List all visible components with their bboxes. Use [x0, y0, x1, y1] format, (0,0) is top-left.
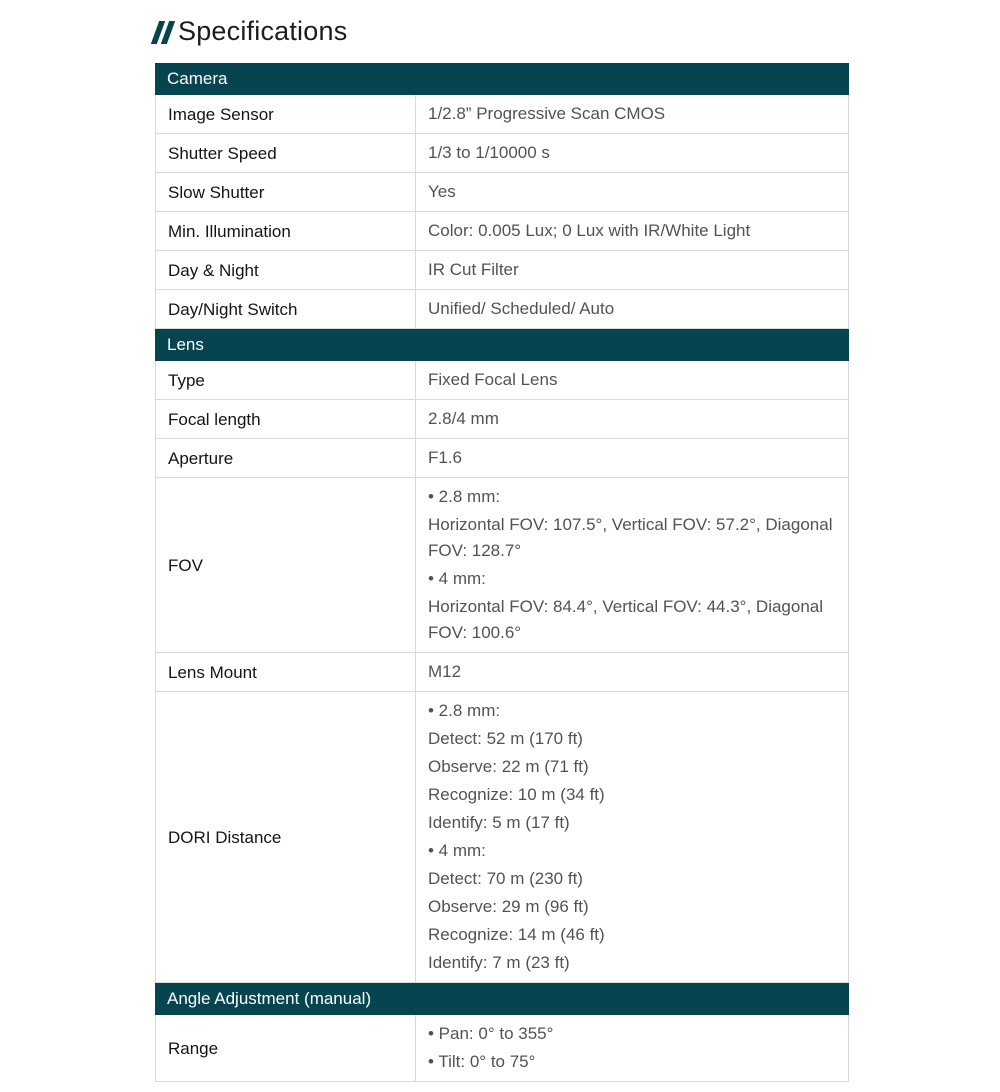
spec-value-line: Identify: 7 m (23 ft) [428, 953, 570, 972]
spec-row-slow-shutter [156, 173, 848, 212]
spec-value-line: Recognize: 14 m (46 ft) [428, 925, 605, 944]
spec-label: Lens Mount [156, 653, 416, 691]
spec-label: Image Sensor [156, 95, 416, 133]
spec-value [416, 439, 848, 477]
spec-value [416, 251, 848, 289]
spec-value-line: • 4 mm: [428, 569, 486, 588]
spec-value [416, 361, 848, 399]
spec-value-line: Horizontal FOV: 107.5°, Vertical FOV: 57.2°, Diagonal FOV: 128.7° [428, 515, 833, 560]
spec-table [155, 63, 849, 1082]
spec-label: Shutter Speed [156, 134, 416, 172]
spec-label: Range [156, 1015, 416, 1081]
spec-value-line: Unified/ Scheduled/ Auto [428, 299, 615, 318]
spec-value-line: 1/2.8” Progressive Scan CMOS [428, 104, 666, 123]
spec-value-line: Detect: 52 m (170 ft) [428, 729, 583, 748]
spec-row-day-night [156, 251, 848, 290]
spec-value-line: Color: 0.005 Lux; 0 Lux with IR/White Light [428, 221, 751, 240]
spec-value-line: Recognize: 10 m (34 ft) [428, 785, 605, 804]
spec-value-line: Observe: 22 m (71 ft) [428, 757, 589, 776]
spec-label: Aperture [156, 439, 416, 477]
spec-value-line: Identify: 5 m (17 ft) [428, 813, 570, 832]
spec-value [416, 1015, 848, 1081]
spec-value-line: Yes [428, 182, 456, 201]
spec-row-fov [156, 478, 848, 653]
section-header-lens: Lens [155, 329, 849, 361]
spec-value [416, 400, 848, 438]
spec-row-range [156, 1015, 848, 1081]
spec-value [416, 290, 848, 328]
spec-value-line: 2.8/4 mm [428, 409, 499, 428]
page-title: Specifications [178, 15, 348, 46]
spec-label: Type [156, 361, 416, 399]
spec-label: Day/Night Switch [156, 290, 416, 328]
spec-value-line: IR Cut Filter [428, 260, 519, 279]
spec-row-shutter-speed [156, 134, 848, 173]
spec-label: DORI Distance [156, 692, 416, 982]
section-header-angle-adjustment-manual: Angle Adjustment (manual) [155, 983, 849, 1015]
spec-value-line: 1/3 to 1/10000 s [428, 143, 550, 162]
spec-value-line: • Tilt: 0° to 75° [428, 1052, 536, 1071]
spec-label: Focal length [156, 400, 416, 438]
page-title-row [155, 14, 849, 48]
spec-value-line: • 4 mm: [428, 841, 486, 860]
spec-row-focal-length [156, 400, 848, 439]
spec-value [416, 212, 848, 250]
spec-row-lens-mount [156, 653, 848, 692]
spec-row-image-sensor [156, 95, 848, 134]
spec-label: Min. Illumination [156, 212, 416, 250]
spec-value-line: Detect: 70 m (230 ft) [428, 869, 583, 888]
spec-label: FOV [156, 478, 416, 652]
spec-value [416, 692, 848, 982]
spec-label: Day & Night [156, 251, 416, 289]
spec-value-line: • 2.8 mm: [428, 487, 501, 506]
spec-value [416, 95, 848, 133]
spec-row-min-illumination [156, 212, 848, 251]
spec-row-dori-distance [156, 692, 848, 983]
spec-value-line: M12 [428, 662, 462, 681]
spec-value-line: Fixed Focal Lens [428, 370, 558, 389]
spec-row-day-night-switch [156, 290, 848, 329]
spec-row-aperture [156, 439, 848, 478]
spec-value-line: • 2.8 mm: [428, 701, 501, 720]
spec-value-line: Observe: 29 m (96 ft) [428, 897, 589, 916]
spec-value [416, 173, 848, 211]
spec-value [416, 134, 848, 172]
spec-row-type [156, 361, 848, 400]
double-slash-icon [155, 21, 171, 44]
spec-value-line: F1.6 [428, 448, 463, 467]
spec-value [416, 653, 848, 691]
spec-value-line: Horizontal FOV: 84.4°, Vertical FOV: 44.3°, Diagonal FOV: 100.6° [428, 597, 824, 642]
spec-label: Slow Shutter [156, 173, 416, 211]
section-header-camera: Camera [155, 63, 849, 95]
spec-value [416, 478, 848, 652]
spec-value-line: • Pan: 0° to 355° [428, 1024, 554, 1043]
